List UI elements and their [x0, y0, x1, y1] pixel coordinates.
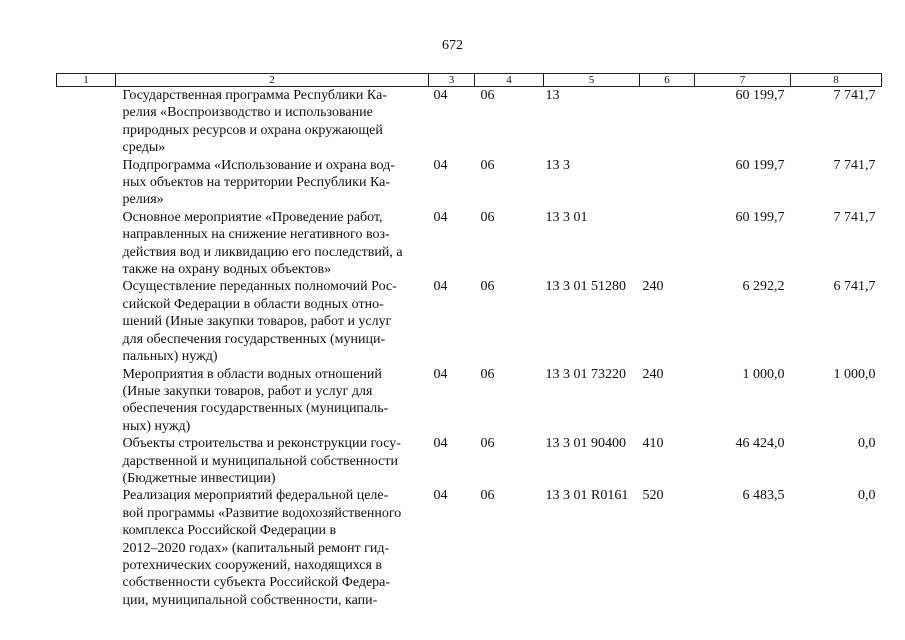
table-row: [57, 487, 882, 609]
cell-target-article: 13 3 01 51280: [545, 279, 626, 295]
name-line: Государственная программа Республики Ка-: [122, 88, 387, 103]
name-line: Реализация мероприятий федеральной целе-: [122, 488, 389, 504]
cell-empty: [57, 209, 116, 279]
cell-sum-2: 0,0: [858, 436, 876, 452]
name-line: пальных) нужд): [122, 349, 218, 365]
cell-name: [116, 209, 429, 279]
cell-section: 04: [433, 88, 448, 103]
cell-empty: [57, 157, 116, 209]
cell-subsection: 06: [480, 366, 495, 382]
name-line: ных объектов на территории Республики Ка-: [122, 175, 390, 191]
name-line: Объекты строительства и реконструкции госу-: [122, 436, 401, 452]
name-line: релия»: [122, 192, 164, 208]
cell-target-article: 13 3 01 90400: [545, 436, 626, 452]
name-line: шений (Иные закупки товаров, работ и услуг: [122, 314, 392, 330]
name-line: действия вод и ликвидацию его последствий, а: [122, 244, 403, 260]
table-header: [57, 74, 882, 87]
cell-subsection: 06: [480, 209, 495, 225]
cell-sum-1: 60 199,7: [735, 88, 785, 103]
cell-empty: [57, 278, 116, 365]
name-line: релия «Воспроизводство и использование: [122, 105, 373, 121]
cell-expense-type: 240: [642, 279, 664, 295]
name-line: ных) нужд): [122, 418, 191, 434]
name-line: вой программы «Развитие водохозяйственного: [122, 505, 402, 521]
cell-section: 04: [433, 157, 448, 173]
name-line: среды»: [122, 140, 166, 156]
table-row: [57, 278, 882, 365]
budget-table: [56, 73, 882, 609]
column-header-4: 4: [475, 74, 544, 87]
name-line: собственности субъекта Российской Федера-: [122, 575, 391, 591]
cell-expense-type: [640, 157, 695, 209]
name-line: Подпрограмма «Использование и охрана вод-: [122, 157, 395, 173]
cell-name: [116, 87, 429, 157]
cell-sum-1: 60 199,7: [735, 209, 785, 225]
cell-subsection: 06: [480, 488, 495, 504]
cell-subsection: 06: [480, 279, 495, 295]
cell-target-article: 13 3 01 R0161: [545, 488, 629, 504]
name-line: ции, муниципальной собственности, капи-: [122, 592, 378, 608]
cell-target-article: 13 3: [545, 157, 570, 173]
table-row: [57, 87, 882, 157]
cell-name: [116, 435, 429, 487]
cell-sum-2: 0,0: [858, 488, 876, 504]
cell-empty: [57, 435, 116, 487]
column-number-row: [57, 74, 882, 87]
table-row: [57, 209, 882, 279]
cell-empty: [57, 87, 116, 157]
cell-name: [116, 157, 429, 209]
cell-subsection: 06: [480, 88, 495, 103]
cell-sum-2: 7 741,7: [833, 88, 876, 103]
table-row: [57, 366, 882, 436]
cell-target-article: 13: [545, 88, 560, 103]
cell-sum-2: 1 000,0: [833, 366, 876, 382]
cell-expense-type: 410: [642, 436, 664, 452]
cell-sum-1: 6 483,5: [742, 488, 785, 504]
cell-expense-type: 520: [642, 488, 664, 504]
cell-target-article: 13 3 01 73220: [545, 366, 626, 382]
column-header-6: 6: [640, 74, 695, 87]
name-line: для обеспечения государственных (муници-: [122, 331, 386, 347]
cell-name: [116, 366, 429, 436]
table-body: [57, 87, 882, 610]
column-header-3: 3: [429, 74, 475, 87]
name-line: направленных на снижение негативного воз-: [122, 227, 390, 243]
cell-section: 04: [433, 488, 448, 504]
cell-expense-type: [640, 87, 695, 157]
table-row: [57, 435, 882, 487]
cell-sum-1: 60 199,7: [735, 157, 785, 173]
name-line: 2012–2020 годах» (капитальный ремонт гид-: [122, 540, 390, 556]
cell-sum-1: 1 000,0: [742, 366, 785, 382]
column-header-8: 8: [791, 74, 882, 87]
cell-expense-type: [640, 209, 695, 279]
cell-section: 04: [433, 279, 448, 295]
name-line: природных ресурсов и охрана окружающей: [122, 122, 383, 138]
name-line: обеспечения государственных (муниципаль-: [122, 401, 389, 417]
name-line: (Иные закупки товаров, работ и услуг для: [122, 383, 373, 399]
column-header-7: 7: [695, 74, 791, 87]
column-header-5: 5: [544, 74, 640, 87]
cell-name: [116, 278, 429, 365]
page-number: 672: [442, 38, 463, 53]
cell-sum-2: 6 741,7: [833, 279, 876, 295]
cell-sum-1: 46 424,0: [735, 436, 785, 452]
cell-empty: [57, 487, 116, 609]
cell-sum-1: 6 292,2: [742, 279, 785, 295]
column-header-1: 1: [57, 74, 116, 87]
cell-name: [116, 487, 429, 609]
name-line: Мероприятия в области водных отношений: [122, 366, 382, 382]
cell-target-article: 13 3 01: [545, 209, 588, 225]
name-line: Осуществление переданных полномочий Рос-: [122, 279, 397, 295]
name-line: ротехнических сооружений, находящихся в: [122, 557, 383, 573]
cell-empty: [57, 366, 116, 436]
column-header-2: 2: [116, 74, 429, 87]
cell-section: 04: [433, 366, 448, 382]
name-line: также на охрану водных объектов»: [122, 262, 332, 278]
cell-section: 04: [433, 209, 448, 225]
name-line: сийской Федерации в области водных отно-: [122, 296, 384, 312]
cell-section: 04: [433, 436, 448, 452]
name-line: дарственной и муниципальной собственности: [122, 453, 398, 469]
name-line: Основное мероприятие «Проведение работ,: [122, 209, 383, 225]
cell-subsection: 06: [480, 157, 495, 173]
cell-expense-type: 240: [642, 366, 664, 382]
cell-subsection: 06: [480, 436, 495, 452]
cell-sum-2: 7 741,7: [833, 157, 876, 173]
table-row: [57, 157, 882, 209]
name-line: (Бюджетные инвестиции): [122, 470, 276, 486]
cell-sum-2: 7 741,7: [833, 209, 876, 225]
name-line: комплекса Российской Федерации в: [122, 523, 337, 539]
